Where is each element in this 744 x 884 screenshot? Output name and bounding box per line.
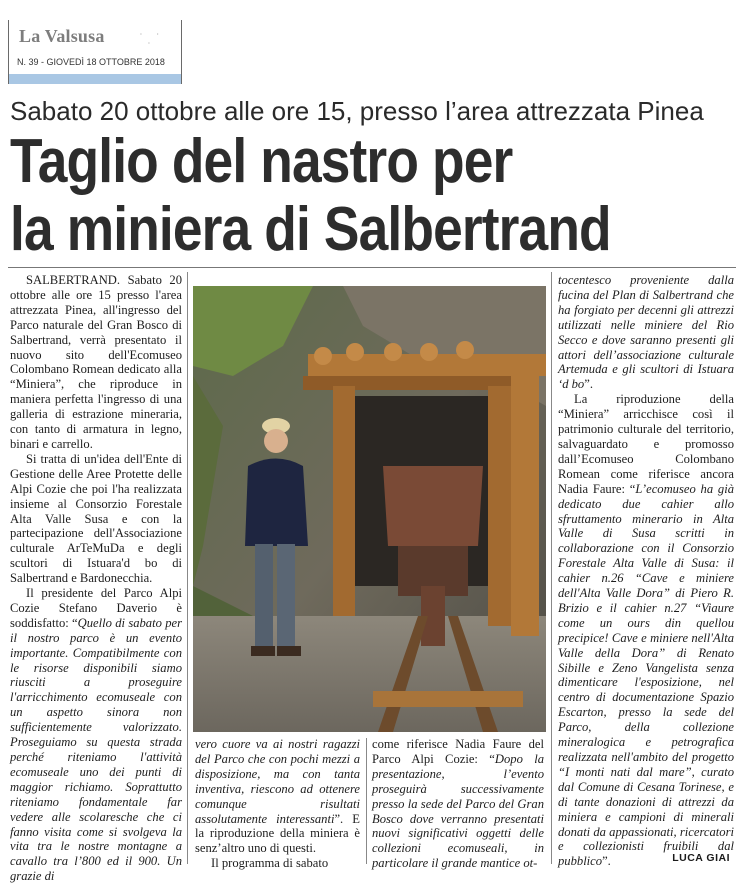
quote-run: tocentesco proveniente dalla fucina del Plan di Salbertrand che ha forgiato per decenni gli attrezzi utilizzati nelle miniere del Rio Secco e dove saranno presenti gli attori dell’associazione culturale Artemuda e gli scultori di Istuara ‘d bo xyxy=(558,273,734,392)
newspaper-name: La Valsusa xyxy=(19,26,105,46)
author-byline: LUCA GIAI xyxy=(672,852,730,864)
column-divider xyxy=(551,272,552,864)
issue-date: N. 39 - GIOVEDÌ 18 OTTOBRE 2018 xyxy=(17,57,165,67)
column-3 xyxy=(372,737,544,871)
paragraph xyxy=(558,273,734,392)
quote-run: vero cuore va ai nostri ragazzi del Parco che con pochi mezzi a disposizione, ma con tanta inventiva, riescono ad ottenere comunque risultati assolutamente interessanti xyxy=(195,737,360,826)
paragraph: Si tratta di un'idea dell'Ente di Gestione delle Aree Protette delle Alpi Cozie che poi l'ha realizzata insieme al Consorzio Forestale Alta Valle Susa e con la partecipazione dell'Associazione culturale ArTeMuDa e degli scultori di Istuara'd bo di Salbertrand e Bardonecchia. xyxy=(10,451,182,586)
text-run: come riferisce Nadia Faure del Parco Alpi Cozie: “ xyxy=(372,737,544,766)
article-kicker: Sabato 20 ottobre alle ore 15, presso l’area attrezzata Pinea xyxy=(10,96,704,126)
article-headline xyxy=(10,128,633,264)
masthead-color-bar xyxy=(9,74,181,84)
headline-line-2: la miniera di Salbertrand xyxy=(10,195,611,264)
column-divider xyxy=(187,272,188,864)
masthead xyxy=(8,20,182,84)
column-divider xyxy=(366,738,367,864)
mine-entrance-photo xyxy=(193,286,546,732)
text-run: La riproduzione della “Miniera” arricchisce così il patrimonio culturale del territorio, salvaguardato e promosso dall’Ecomuseo Colombano Romean come riferisce ancora Nadia Faure: “ xyxy=(558,392,734,496)
text-run: ”. E la riproduzione della miniera è senz’altro uno di questi. xyxy=(195,811,360,856)
headline-line-1: Taglio del nastro per xyxy=(10,127,513,196)
column-1 xyxy=(10,273,182,884)
headline-rule xyxy=(8,267,736,268)
paragraph xyxy=(558,392,734,869)
quote-run: Dopo la presentazione, l’evento proseguirà successivamente presso la sede del Parco del Gran Bosco dove verranno presentati nuovi significativi oggetti delle collezioni ecomuseali, in particolare il grande mantice ot- xyxy=(372,751,544,871)
paragraph xyxy=(195,737,360,856)
paragraph: SALBERTRAND. Sabato 20 ottobre alle ore 15 presso l'area attrezzata Pinea, all'ingresso del Parco naturale del Gran Bosco di Salbertrand, verrà presentato il nuovo sito dell'Ecomuseo Colombano Romean dedicato alla “Miniera”, che riproduce in maniera perfetta l'ingresso di una galleria di estrazione mineraria, con tanto di armatura in legno, binari e carrello. xyxy=(10,273,182,451)
masthead-ornament: · · · xyxy=(139,30,165,48)
quote-run: Quello di sabato per il nostro parco è un evento importante. Compatibilmente con le risorse disponibili siamo riusciti a proseguire l'arricchimento ecomuseale con un aspetto sinora non sufficientemente valorizzato. Proseguiamo su questa strada perché riteniamo l'attività ecomuseale uno dei punti di maggior richiamo. Soprattutto riteniamo fondamentale far vedere alle scolaresche che ci fanno visita come si svolgeva la vita tra le nostre montagne a cavallo tra l’800 ed il 900. Un grazie di xyxy=(10,615,182,884)
text-run: ”. xyxy=(602,854,611,869)
paragraph: Il programma di sabato xyxy=(211,856,329,871)
column-2 xyxy=(195,737,360,871)
text-run: Il presidente del Parco Alpi Cozie Stefano Daverio è soddisfatto: “ xyxy=(10,586,182,630)
paragraph xyxy=(372,737,544,871)
quote-run: L’ecomuseo ha già dedicato due cahier allo sfruttamento minerario in Alta Valle di Susa scritti in collaborazione con il Consorzio Forestale Alta Valle di Susa: il cahier n.26 “Cave e miniere dell'Alta Valle Dora” di Piero R. Brizio e il cahier n.27 “Viaure come un ours din quellou precipice! Cave e miniere nell'Alta Valle della Dora” di Renato Sibille e Zeno Vangelista senza dimenticare l'esposizione, nel centro di documentazione Spazio Escarton, presso la sede del Parco, della collezione mineralogica e petrografica realizzata nell'ambito del progetto “I monti nati dal mare”, curato dal Comune di Cesana Torinese, e di tante donazioni di attrezzi da miniera e campioni di minerali donati da appassionati, ricercatori e collezionisti fruibili dal pubblico xyxy=(558,481,734,869)
text-run: ”. xyxy=(584,377,593,392)
paragraph xyxy=(10,586,182,884)
photo-illustration xyxy=(193,286,546,732)
